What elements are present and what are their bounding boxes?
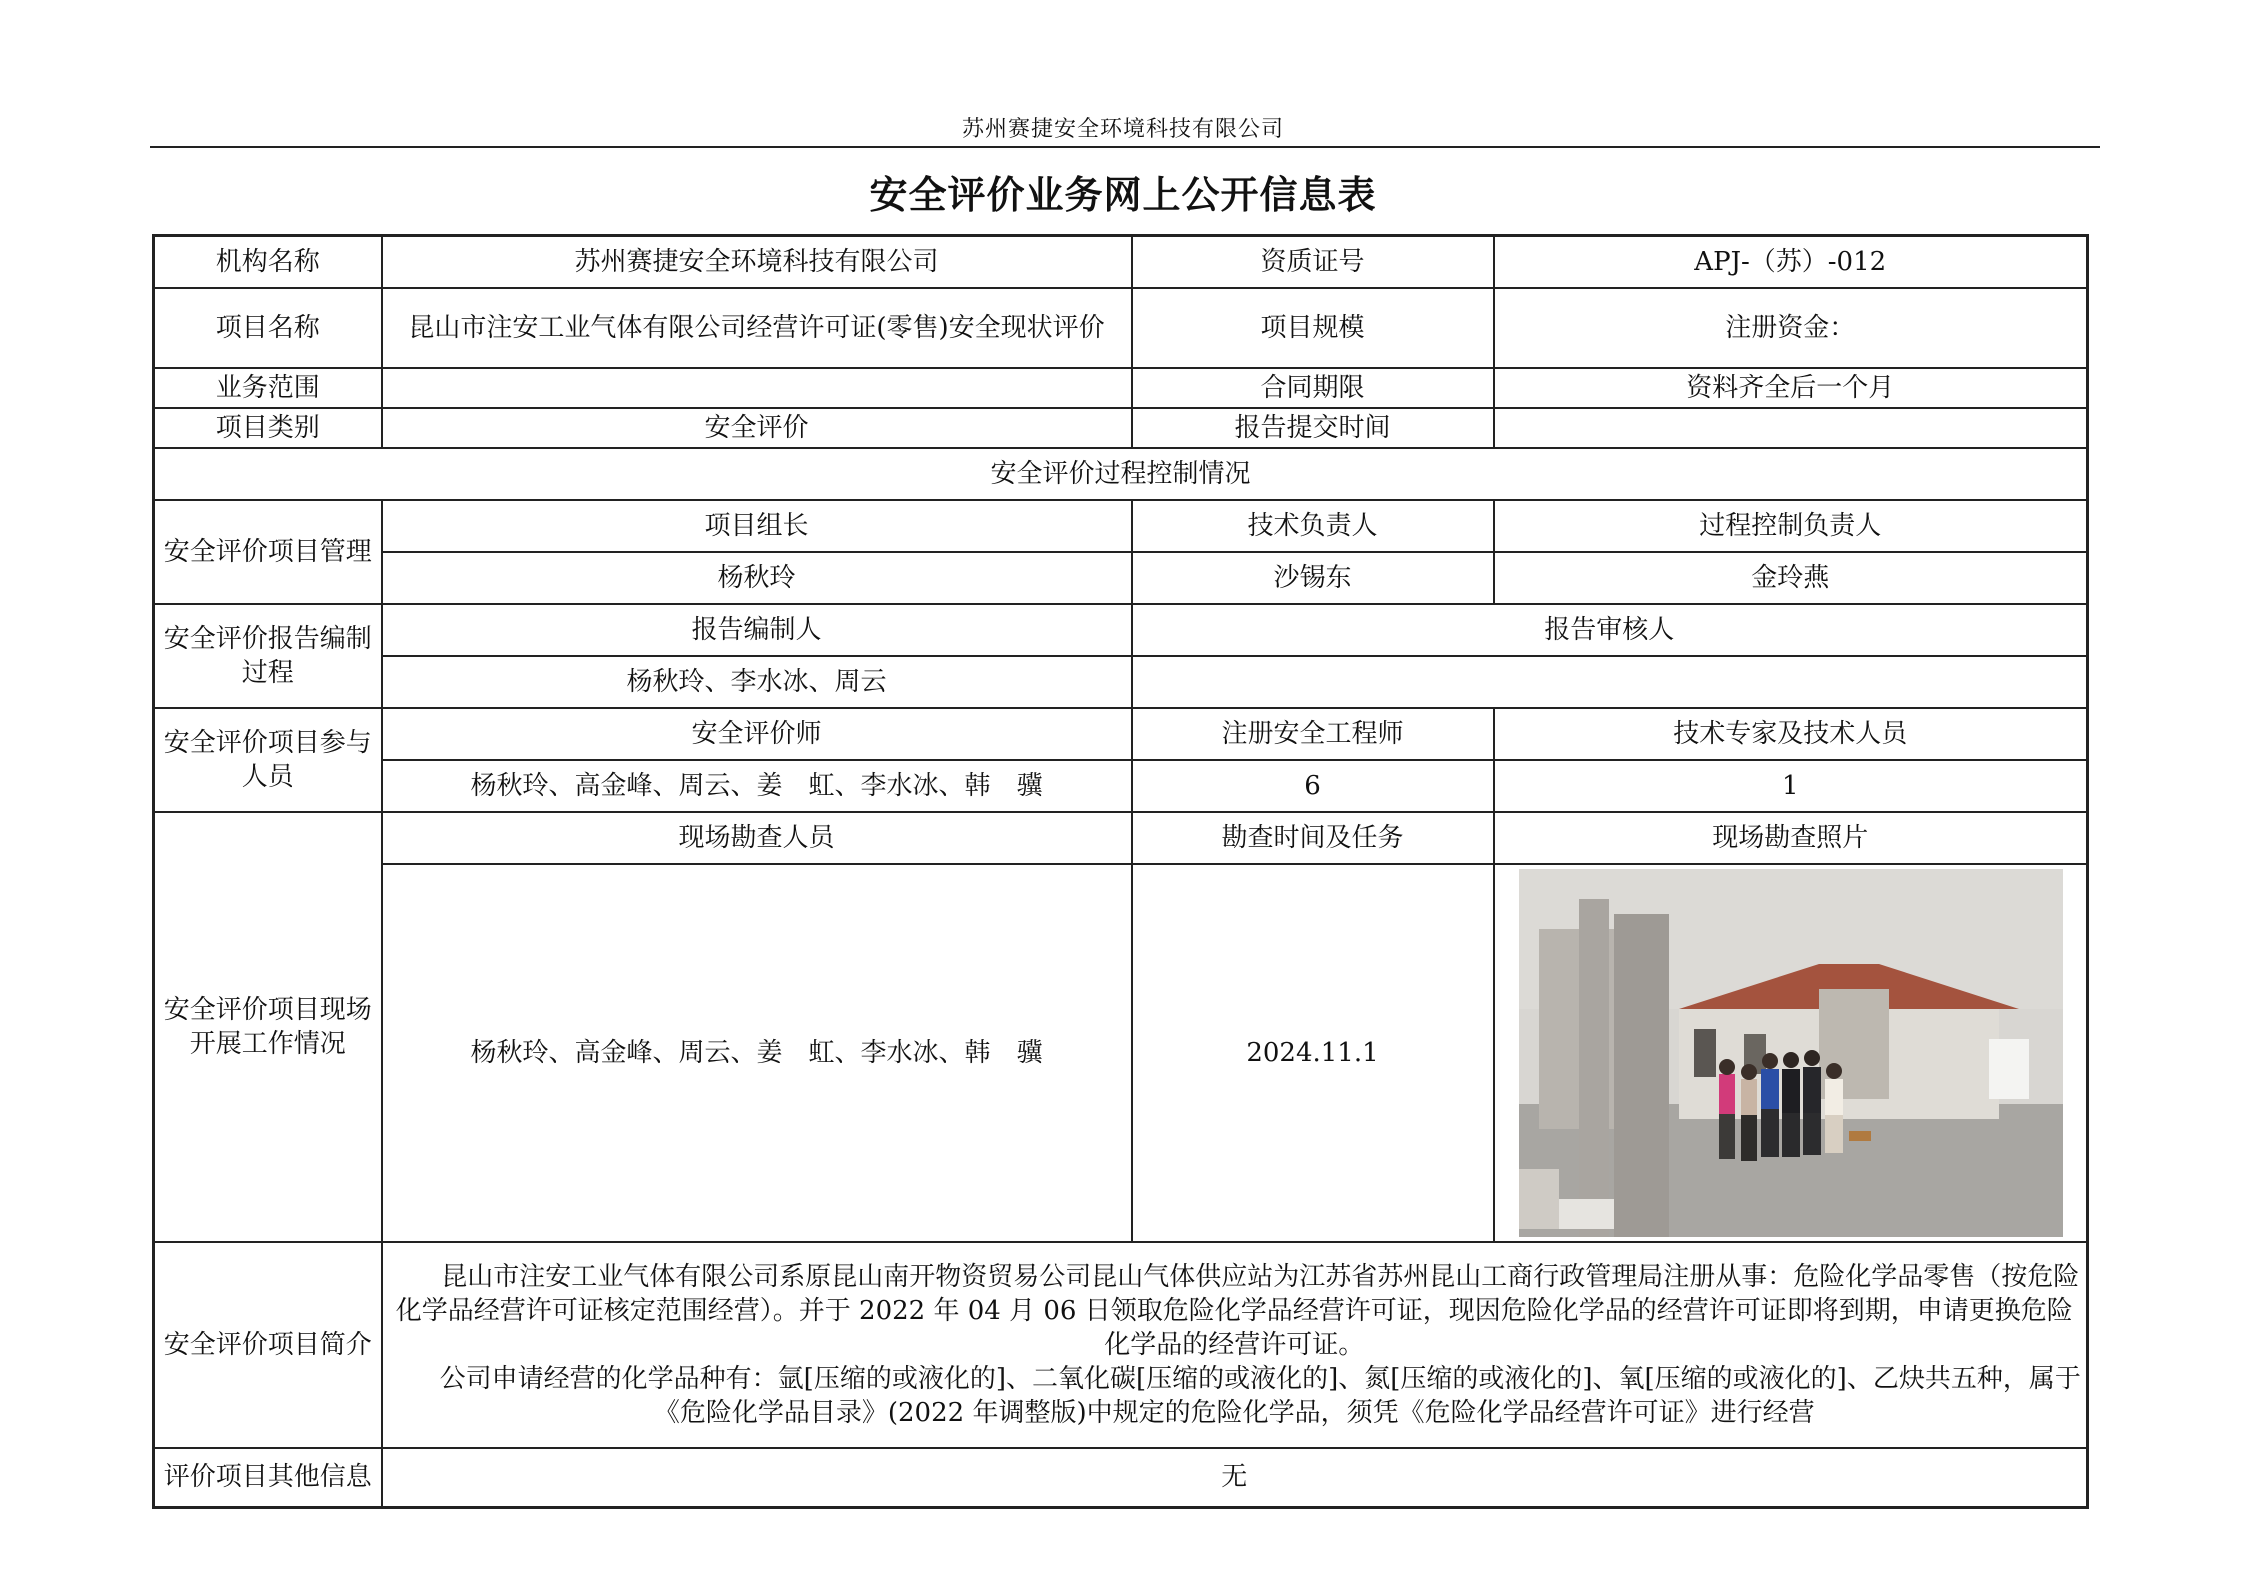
report-label: 安全评价报告编制过程 bbox=[154, 604, 382, 708]
header-divider bbox=[150, 146, 2100, 148]
scale-value: 注册资金： bbox=[1494, 288, 2088, 368]
reviewer-head: 报告审核人 bbox=[1132, 604, 2088, 656]
row-site-heads bbox=[154, 812, 2088, 864]
site-time-head: 勘查时间及任务 bbox=[1132, 812, 1494, 864]
mgmt-label: 安全评价项目管理 bbox=[154, 500, 382, 604]
row-people-values bbox=[154, 760, 2088, 812]
reviewers-value bbox=[1132, 656, 2088, 708]
project-value: 昆山市注安工业气体有限公司经营许可证(零售)安全现状评价 bbox=[382, 288, 1132, 368]
scope-label: 业务范围 bbox=[154, 368, 382, 408]
evaluator-head: 安全评价师 bbox=[382, 708, 1132, 760]
row-site-values bbox=[154, 864, 2088, 1242]
project-label: 项目名称 bbox=[154, 288, 382, 368]
site-label: 安全评价项目现场开展工作情况 bbox=[154, 812, 382, 1242]
site-time-value: 2024.11.1 bbox=[1132, 864, 1494, 1242]
row-report-values bbox=[154, 656, 2088, 708]
row-category bbox=[154, 408, 2088, 448]
header-company: 苏州赛捷安全环境科技有限公司 bbox=[961, 117, 1284, 142]
row-intro bbox=[154, 1242, 2088, 1448]
intro-paragraph-2: 公司申请经营的化学品种有：氩[压缩的或液化的]、二氧化碳[压缩的或液化的]、氮[压缩的或液化的]、氧[压缩的或液化的]、乙炔共五种，属于《危险化学品目录》(2022 年调整版)中规定的危险化学品，须凭《危险化学品经营许可证》进行经营 bbox=[439, 1363, 2081, 1428]
engineers-value: 6 bbox=[1132, 760, 1494, 812]
category-value: 安全评价 bbox=[382, 408, 1132, 448]
intro-label: 安全评价项目简介 bbox=[154, 1242, 382, 1448]
site-photo-head: 现场勘查照片 bbox=[1494, 812, 2088, 864]
row-people-heads bbox=[154, 708, 2088, 760]
other-label: 评价项目其他信息 bbox=[154, 1448, 382, 1508]
row-org bbox=[154, 236, 2088, 288]
row-project bbox=[154, 288, 2088, 368]
scope-value bbox=[382, 368, 1132, 408]
cert-value: APJ-（苏）-012 bbox=[1494, 236, 2088, 288]
submit-label: 报告提交时间 bbox=[1132, 408, 1494, 448]
info-table bbox=[152, 234, 2089, 1509]
row-mgmt-heads bbox=[154, 500, 2088, 552]
contract-label: 合同期限 bbox=[1132, 368, 1494, 408]
row-report-heads bbox=[154, 604, 2088, 656]
category-label: 项目类别 bbox=[154, 408, 382, 448]
cert-label: 资质证号 bbox=[1132, 236, 1494, 288]
author-head: 报告编制人 bbox=[382, 604, 1132, 656]
site-staff-head: 现场勘查人员 bbox=[382, 812, 1132, 864]
org-value: 苏州赛捷安全环境科技有限公司 bbox=[382, 236, 1132, 288]
row-other bbox=[154, 1448, 2088, 1508]
submit-value bbox=[1494, 408, 2088, 448]
row-section-title bbox=[154, 448, 2088, 500]
site-photo-cell bbox=[1494, 864, 2088, 1242]
tech-value: 沙锡东 bbox=[1132, 552, 1494, 604]
intro-paragraph-1: 昆山市注安工业气体有限公司系原昆山南开物资贸易公司昆山气体供应站为江苏省苏州昆山工商行政管理局注册从事：危险化学品零售（按危险化学品经营许可证核定范围经营）。并于 2022 年 04 月 06 日领取危险化学品经营许可证，现因危险化学品的经营许可证即将到期，申请更换危险化学品的经营许可证。 bbox=[395, 1261, 2080, 1360]
scale-label: 项目规模 bbox=[1132, 288, 1494, 368]
tech-head: 技术负责人 bbox=[1132, 500, 1494, 552]
row-mgmt-values bbox=[154, 552, 2088, 604]
leader-value: 杨秋玲 bbox=[382, 552, 1132, 604]
document-title: 安全评价业务网上公开信息表 bbox=[869, 172, 1377, 217]
site-inspection-photo bbox=[1519, 869, 2063, 1237]
evaluators-value: 杨秋玲、高金峰、周云、姜 虹、李水冰、韩 骥 bbox=[382, 760, 1132, 812]
intro-text bbox=[382, 1242, 2088, 1448]
people-label: 安全评价项目参与人员 bbox=[154, 708, 382, 812]
leader-head: 项目组长 bbox=[382, 500, 1132, 552]
org-label: 机构名称 bbox=[154, 236, 382, 288]
row-scope bbox=[154, 368, 2088, 408]
experts-value: 1 bbox=[1494, 760, 2088, 812]
contract-value: 资料齐全后一个月 bbox=[1494, 368, 2088, 408]
site-staff-value: 杨秋玲、高金峰、周云、姜 虹、李水冰、韩 骥 bbox=[382, 864, 1132, 1242]
process-section-title: 安全评价过程控制情况 bbox=[154, 448, 2088, 500]
authors-value: 杨秋玲、李水冰、周云 bbox=[382, 656, 1132, 708]
engineer-head: 注册安全工程师 bbox=[1132, 708, 1494, 760]
expert-head: 技术专家及技术人员 bbox=[1494, 708, 2088, 760]
ctrl-head: 过程控制负责人 bbox=[1494, 500, 2088, 552]
ctrl-value: 金玲燕 bbox=[1494, 552, 2088, 604]
other-value: 无 bbox=[382, 1448, 2088, 1508]
